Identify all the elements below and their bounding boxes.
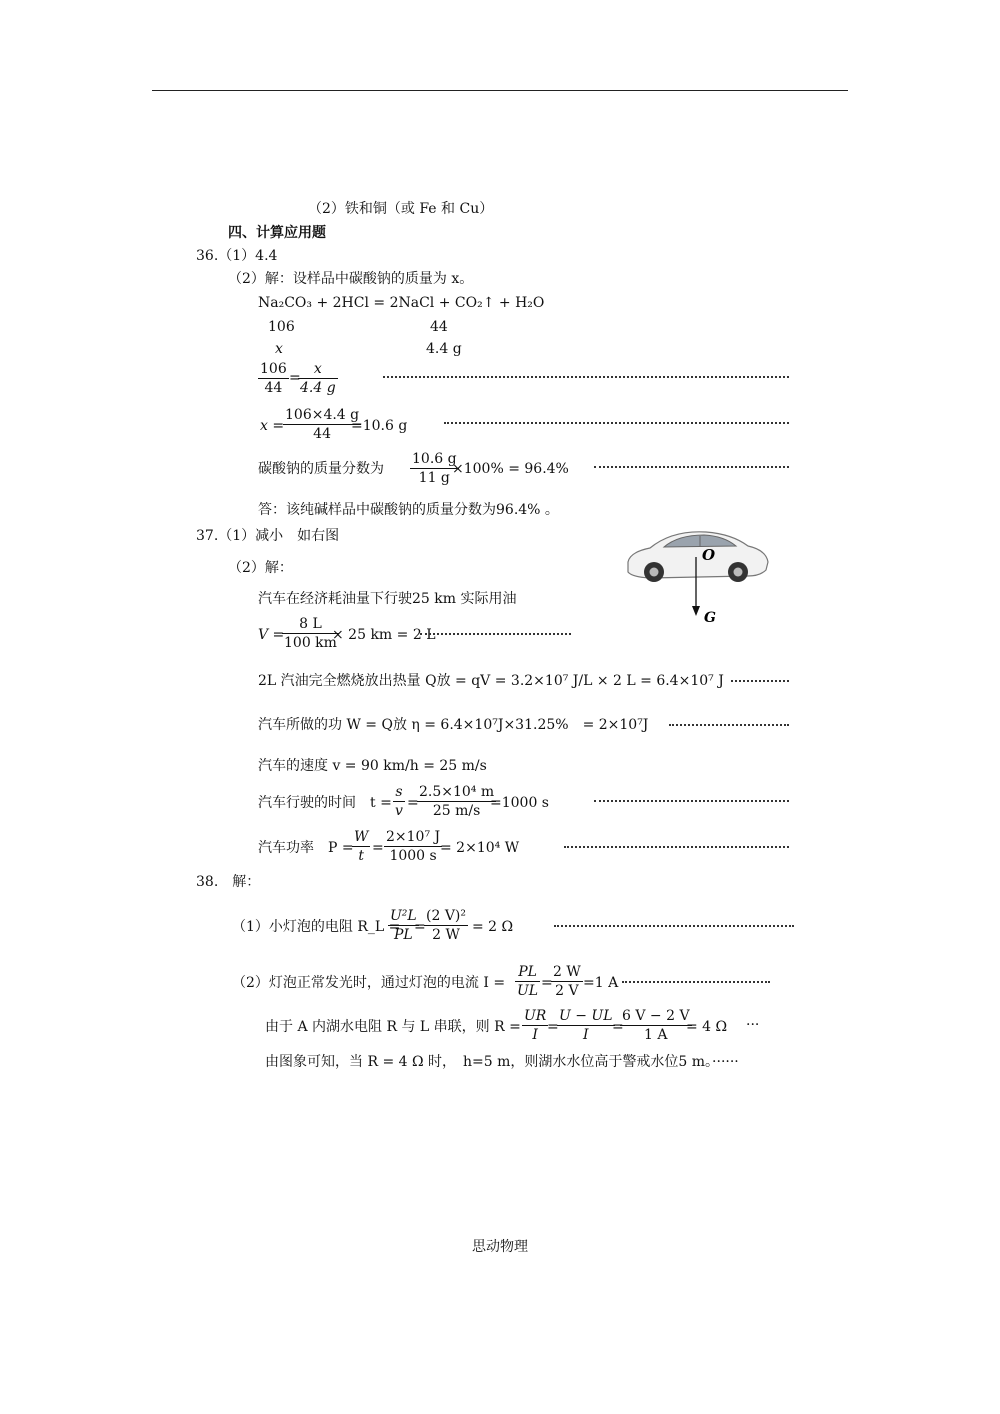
- score-dots: [594, 466, 789, 468]
- work-line: 汽车所做的功 W = Q放 η = 6.4×10⁷J×31.25% = 2×10⁷J: [258, 717, 649, 733]
- power-label: 汽车功率 P =: [258, 840, 354, 856]
- mass-106: 106: [268, 319, 295, 335]
- fraction-u2-p: $\frac{\text{U²L}}{PL}$: [390, 908, 417, 943]
- mass-4-4g: 4.4 g: [426, 341, 462, 357]
- current-result: =1 A: [583, 975, 619, 991]
- speed-line: 汽车的速度 v = 90 km/h = 25 m/s: [258, 758, 487, 774]
- q38-heading: 38. 解：: [196, 874, 261, 890]
- fraction-106-44: $\frac{106}{44}$: [260, 361, 287, 396]
- fraction-volume: $\frac{8 L}{100 km}$: [284, 616, 337, 651]
- fraction-power: $\frac{\text{2×10⁷ J}}{1000 s}$: [386, 829, 441, 864]
- q36-part1: 36.（1）4.4: [196, 248, 278, 264]
- mass-44: 44: [430, 319, 448, 335]
- chemical-equation: Na₂CO₃ + 2HCl = 2NaCl + CO₂↑ + H₂O: [258, 295, 545, 311]
- score-dots: [622, 981, 770, 983]
- header-rule: [152, 90, 848, 91]
- fraction-x-4-4g: $\frac{x}{4.4 g}$: [300, 361, 336, 396]
- rear-hub: [734, 568, 743, 577]
- q36-part2: （2）解：设样品中碳酸钠的质量为 x。: [228, 271, 474, 287]
- car-figure: [620, 522, 776, 628]
- label-O: O: [702, 546, 716, 564]
- mass-fraction-result: ×100% = 96.4%: [452, 461, 569, 477]
- mass-x: x: [275, 341, 283, 357]
- water-level-conclusion: 由图象可知，当 R = 4 Ω 时， h=5 m，则湖水水位高于警戒水位5 m。······: [265, 1054, 739, 1070]
- fraction-p-u: $\frac{PL}{UL}$: [517, 964, 539, 999]
- section-heading: 四、计算应用题: [228, 225, 326, 241]
- x-result: =10.6 g: [351, 418, 408, 434]
- power-result: = 2×10⁴ W: [440, 840, 520, 856]
- q37-part2: （2）解：: [228, 560, 293, 576]
- q36-answer: 答：该纯碱样品中碳酸钠的质量分数为96.4% 。: [258, 502, 559, 518]
- answer-line-fe-cu: （2）铁和铜（或 Fe 和 Cu）: [308, 201, 494, 217]
- fraction-w-t: $\frac{W}{t}$: [354, 829, 369, 864]
- fraction-x-calc: $\frac{106\times 4.4 g}{44}$: [285, 407, 360, 442]
- x-equals: x =: [260, 418, 285, 434]
- score-dots: [383, 376, 789, 378]
- score-dots: [731, 680, 789, 682]
- resistance-result: = 2 Ω: [472, 919, 514, 935]
- equals: =: [414, 919, 426, 935]
- score-dots-short: ···: [746, 1017, 760, 1033]
- q37-part1: 37.（1）减小 如右图: [196, 528, 340, 544]
- fraction-time: $\frac{\text{2.5×10⁴ m}}{25 m/s}$: [419, 784, 495, 819]
- fuel-usage-text: 汽车在经济耗油量下行驶25 km 实际用油: [258, 591, 517, 607]
- label-G: G: [704, 610, 716, 626]
- resistance-label: （1）小灯泡的电阻 R_L =: [232, 919, 401, 935]
- fraction-s-v: $\frac{s}{v}$: [395, 784, 403, 819]
- score-dots: [564, 846, 789, 848]
- fraction-mass: $\frac{10.6 g}{11 g}$: [412, 451, 457, 486]
- mass-fraction-label: 碳酸钠的质量分数为: [258, 461, 384, 477]
- equals: =: [547, 1019, 559, 1035]
- fraction-lake-resistance: $\frac{6 V - 2 V}{1 A}$: [622, 1008, 690, 1043]
- page-footer: 思动物理: [472, 1239, 528, 1255]
- score-dots: [444, 422, 789, 424]
- fraction-ur-i: $\frac{UR}{I}$: [524, 1008, 547, 1043]
- fraction-u-diff: $\frac{U - UL}{I}$: [559, 1008, 613, 1043]
- equals: =: [612, 1019, 624, 1035]
- time-label: 汽车行驶的时间 t =: [258, 795, 392, 811]
- time-result: =1000 s: [490, 795, 549, 811]
- equals: =: [372, 840, 384, 856]
- score-dots: [669, 724, 789, 726]
- score-dots: [594, 800, 789, 802]
- equals: =: [289, 370, 301, 386]
- front-hub: [650, 568, 659, 577]
- v-equals: V =: [258, 627, 285, 643]
- heat-line: 2L 汽油完全燃烧放出热量 Q放 = qV = 3.2×10⁷ J/L × 2 L = 6.4×10⁷ J: [258, 673, 724, 689]
- fraction-resistance: $\frac{\text{(2 V)²}}{2 W}$: [426, 908, 467, 943]
- volume-result: × 25 km = 2 L: [332, 627, 436, 643]
- current-label: （2）灯泡正常发光时，通过灯泡的电流 I =: [232, 975, 506, 991]
- score-dots: [554, 925, 794, 927]
- score-dots: [420, 633, 571, 635]
- equals: =: [407, 795, 419, 811]
- gravity-arrowhead: [692, 606, 700, 616]
- series-label: 由于 A 内湖水电阻 R 与 L 串联，则 R =: [265, 1019, 521, 1035]
- lake-resistance-result: = 4 Ω: [686, 1019, 728, 1035]
- equals: =: [541, 975, 553, 991]
- fraction-current: $\frac{2 W}{2 V}$: [553, 964, 581, 999]
